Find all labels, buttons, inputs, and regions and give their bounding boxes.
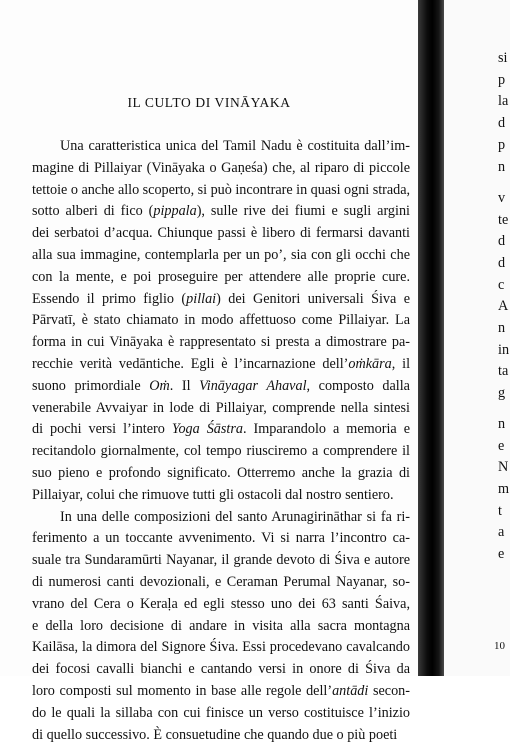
text-run: con la mente, e poi proseguire per attendere alle proprie cure.: [32, 268, 410, 285]
text-run: di numerosi canti devozionali, e Ceraman Perumal Nayanar, so-: [32, 573, 410, 590]
text-run: suo pieno e profondo significato. Otterremo anche la grazia di: [32, 464, 410, 481]
text-run: ), sulle rive dei fiumi e sugli argini: [196, 203, 410, 220]
text-run: Pillaiyar, colui che rimuove tutti gli ostacoli dal nostro sentiero.: [32, 486, 394, 503]
text-line: [32, 463, 410, 485]
text-run: di pochi versi l’intero: [32, 421, 172, 438]
italic-term: antādi: [332, 682, 369, 699]
text-run: Kailāsa, la dimora del Signore Śiva. Essi procedevano cavalcando: [32, 639, 410, 656]
right-page-fragment: n: [498, 320, 506, 336]
text-run: suono primordiale: [32, 377, 150, 394]
book-gutter: [418, 0, 444, 676]
text-line: [32, 310, 410, 332]
right-page-edge: [444, 0, 510, 676]
text-line: [32, 354, 410, 376]
text-run: vrano del Cera o Keraḷa ed egli stesso uno dei 63 santi Śaiva,: [32, 595, 410, 612]
text-run: ferimento a un toccante avvenimento. Vi si narra l’incontro ca-: [32, 530, 410, 547]
text-run: tettoie o anche allo scoperto, si può incontrare in quasi ogni strada,: [32, 181, 410, 198]
right-page-fragment: e: [498, 438, 505, 454]
text-run: suale tra Sundaramūrti Nayanar, il grande devoto di Śiva e autore: [32, 552, 410, 569]
text-run: Una caratteristica unica del Tamil Nadu è costituita dall’im-: [60, 138, 410, 154]
right-page-fragment: A: [498, 298, 509, 314]
text-run: . Imparandolo a memoria e: [242, 421, 410, 438]
text-line: [32, 485, 410, 507]
italic-term: pillai: [186, 290, 217, 307]
text-line: [32, 201, 410, 223]
right-page-fragment: p: [498, 72, 506, 88]
right-page-fragment: p: [498, 137, 506, 153]
text-line: [32, 376, 410, 398]
text-run: . Il: [169, 377, 200, 394]
text-line: [32, 550, 410, 572]
right-page-fragment: ta: [498, 363, 509, 379]
right-page-fragment: d: [498, 115, 506, 131]
text-run: di quello successivo. È consuetudine che quando due o più poeti: [32, 726, 398, 743]
right-page-fragment: g: [498, 385, 506, 401]
text-run: dei focosi cavalli bianchi e cantando versi in onore di Śiva da: [32, 661, 410, 678]
text-line: [32, 419, 410, 441]
text-line: [32, 659, 410, 681]
right-page-fragment: m: [498, 481, 510, 497]
text-line: [32, 572, 410, 594]
right-page-fragment: d: [498, 233, 506, 249]
right-page-fragment: si: [498, 50, 508, 66]
text-run: loro composti sul momento in base alle regole dell’: [32, 682, 333, 699]
text-line: [32, 725, 410, 746]
text-line: [32, 223, 410, 245]
text-line: [32, 507, 410, 529]
text-line: [32, 332, 410, 354]
paragraph: [32, 507, 410, 746]
right-page-fragment: n: [498, 159, 506, 175]
right-page-fragment: c: [498, 277, 505, 293]
page-number: 10: [494, 640, 505, 652]
text-run: ) dei Genitori universali Śiva e: [216, 290, 410, 307]
right-page-fragment: e: [498, 546, 505, 562]
italic-term: pippala: [153, 203, 197, 220]
text-run: , composto dalla: [306, 377, 410, 394]
text-line: [32, 703, 410, 725]
right-page-fragment: la: [498, 93, 509, 109]
right-page-fragment: n: [498, 416, 506, 432]
text-line: [32, 594, 410, 616]
text-run: recchie verità vedāntiche. Egli è l’incarnazione dell’: [32, 355, 349, 372]
text-line: [32, 180, 410, 202]
italic-term: Oṁ: [149, 377, 170, 394]
right-page-fragment: N: [498, 459, 509, 475]
text-line: [32, 158, 410, 180]
text-run: Pārvatī, è stato chiamato in modo affettuoso come Pillaiyar. La: [32, 312, 410, 329]
body-text: [32, 136, 410, 746]
italic-term: Vināyagar Ahaval: [199, 377, 307, 394]
text-run: do le quali la sillaba con cui finisce un verso costituisce l’inizio: [32, 704, 410, 721]
right-page-fragment: in: [498, 342, 510, 358]
text-run: magine di Pillaiyar (Vināyaka o Gaṇeśa) che, al riparo di piccole: [32, 159, 410, 176]
chapter-title: IL CULTO DI VINĀYAKA: [127, 95, 291, 110]
text-run: , il: [391, 355, 411, 372]
text-run: e della loro decisione di andare in visita alla sacra montagna: [32, 617, 410, 634]
paragraph: [32, 136, 410, 507]
right-page-fragment: t: [498, 503, 502, 519]
text-run: secon-: [368, 682, 410, 699]
right-page-fragment: v: [498, 190, 506, 206]
text-run: venerabile Avvaiyar in lode di Pillaiyar, comprende nella sintesi: [32, 399, 410, 416]
text-run: forma in cui Vināyaka è rappresentato si presta a dimostrare pa-: [32, 334, 410, 351]
text-line: [32, 441, 410, 463]
text-line: [32, 267, 410, 289]
italic-term: oṁkāra: [348, 355, 392, 372]
text-line: [32, 398, 410, 420]
italic-term: Yoga Śāstra: [171, 421, 243, 438]
text-line: [32, 136, 410, 158]
text-run: alla sua immagine, contemplarla per un po’, sia con gli occhi che: [32, 246, 410, 263]
text-line: [32, 289, 410, 311]
text-line: [32, 637, 410, 659]
text-line: [32, 681, 410, 703]
right-page-fragment: a: [498, 524, 505, 540]
text-line: [32, 245, 410, 267]
text-run: sotto alberi di fico (: [32, 203, 154, 220]
text-run: dei serbatoi d’acqua. Chiunque passi è libero di fermarsi davanti: [32, 225, 410, 242]
text-run: In una delle composizioni del santo Arunagirināthar si fa ri-: [60, 508, 410, 525]
right-page-fragment: d: [498, 255, 506, 271]
text-run: recitandolo giornalmente, col tempo riusciremo a comprendere il: [32, 443, 410, 460]
text-line: [32, 528, 410, 550]
text-line: [32, 616, 410, 638]
text-run: Essendo il primo figlio (: [32, 290, 187, 307]
right-page-fragment: te: [498, 212, 509, 228]
